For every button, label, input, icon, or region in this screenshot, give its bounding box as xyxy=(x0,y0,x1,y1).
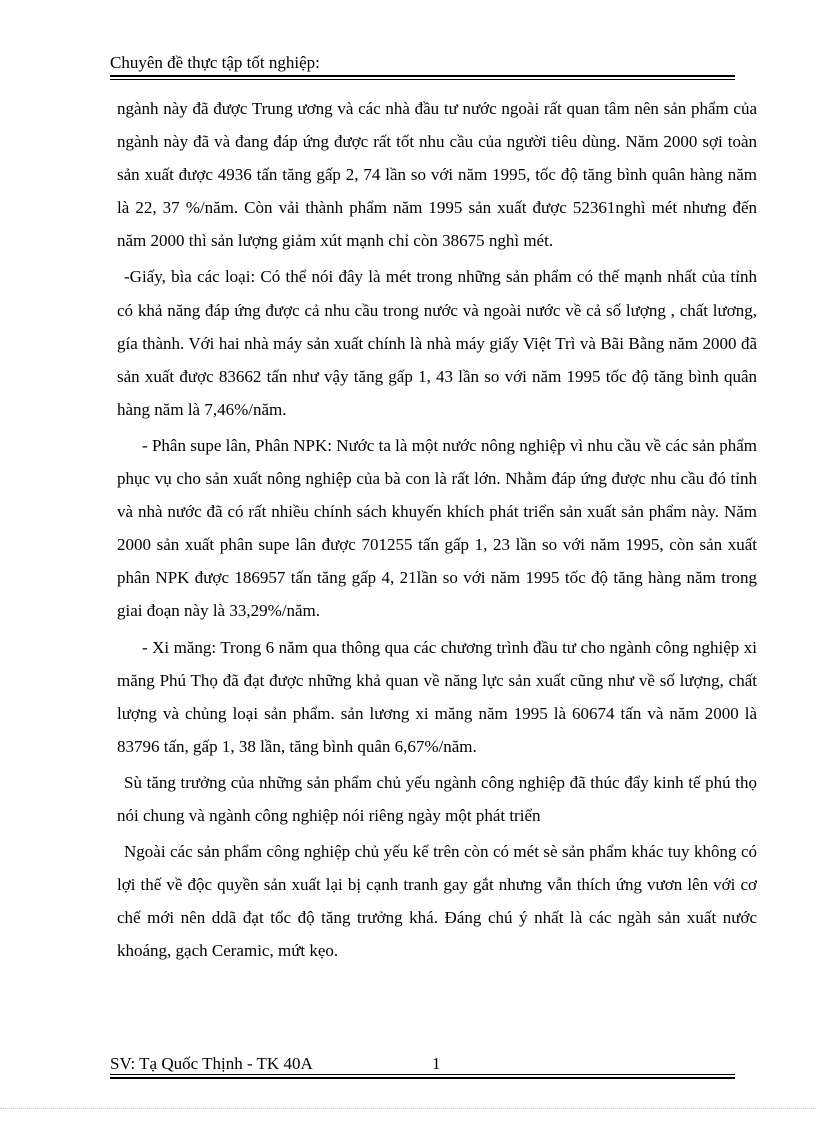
footer-rule-thin xyxy=(110,1074,735,1075)
paragraph-4: - Xi măng: Trong 6 năm qua thông qua các chương trình đầu tư cho ngành công nghiệp xi măng Phú Thọ đã đạt được những khả quan về năng lực sản xuất cũng như về số lượng, chất lượng và chủng loại sản phẩm. sản lương xi măng năm 1995 là 60674 tấn và năm 2000 là 83796 tấn, gấp 1, 38 lần, tăng bình quân 6,67%/năm. xyxy=(117,637,757,756)
footer-rule-thick xyxy=(110,1077,735,1079)
body-text xyxy=(117,92,757,970)
paragraph-1: ngành này đã được Trung ương và các nhà đầu tư nước ngoài rất quan tâm nên sản phẩm của ngành này đã và đang đáp ứng được rất tốt nhu cầu của người tiêu dùng. Năm 2000 sợi toàn sản xuất được 4936 tấn tăng gấp 2, 74 lần so với năm 1995, tốc độ tăng bình quân hàng năm là 22, 37 %/năm. Còn vải thành phẩm năm 1995 sản xuất được 52361nghì mét nhưng đến năm 2000 thì sản lượng giảm xút mạnh chỉ còn 38675 nghì mét. xyxy=(117,99,757,251)
paragraph-3: - Phân supe lân, Phân NPK: Nước ta là một nước nông nghiệp vì nhu cầu về các sản phẩm phục vụ cho sản xuất nông nghiệp của bà con là rất lớn. Nhằm đáp ứng được nhu cầu đó tỉnh và nhà nước đã có rất nhiều chính sách khuyến khích phát triển sản xuất sản phẩm này. Năm 2000 sản xuất phân supe lân được 701255 tấn gấp 1, 23 lần so với năm 1995, còn sản xuất phân NPK được 186957 tấn tăng gấp 4, 21lần so với năm 1995 tốc độ tăng hàng năm trong giai đoạn này là 33,29%/năm. xyxy=(117,435,757,621)
paragraph-5: Sù tăng trưởng của những sản phẩm chủ yếu ngành công nghiệp đã thúc đẩy kinh tế phú thọ nói chung và ngành công nghiệp nói riêng ngày một phát triển xyxy=(117,772,757,825)
paragraph-2: -Giấy, bìa các loại: Có thể nói đây là mét trong những sản phẩm có thế mạnh nhất của tỉnh có khả năng đáp ứng được cả nhu cầu trong nước và ngoài nước về cả số lượng , chất lương, gía thành. Với hai nhà máy sản xuất chính là nhà máy giấy Việt Trì và Bãi Bằng năm 2000 đã sản xuất được 83662 tấn như vậy tăng gấp 1, 43 lần so với năm 1995 tốc độ tăng bình quân hàng năm là 7,46%/năm. xyxy=(117,267,757,419)
paragraph-6: Ngoài các sản phẩm công nghiệp chủ yếu kể trên còn có mét sè sản phẩm khác tuy không có lợi thế về độc quyền sản xuất lại bị cạnh tranh gay gắt nhưng vẫn thích ứng vươn lên với cơ chế mới nên ddã đạt tốc độ tăng trưởng khá. Đáng chú ý nhất là các ngàh sản xuất nước khoáng, gạch Ceramic, mứt kẹo. xyxy=(117,842,757,961)
footer-page-number: 1 xyxy=(432,1054,441,1073)
page-header xyxy=(110,52,735,74)
header-rule-thick xyxy=(110,75,735,77)
page-edge-dots xyxy=(0,1108,816,1110)
footer-author: SV: Tạ Quốc Thịnh - TK 40A xyxy=(110,1054,313,1073)
header-rule-thin xyxy=(110,79,735,80)
header-title: Chuyên đề thực tập tốt nghiệp: xyxy=(110,53,320,72)
